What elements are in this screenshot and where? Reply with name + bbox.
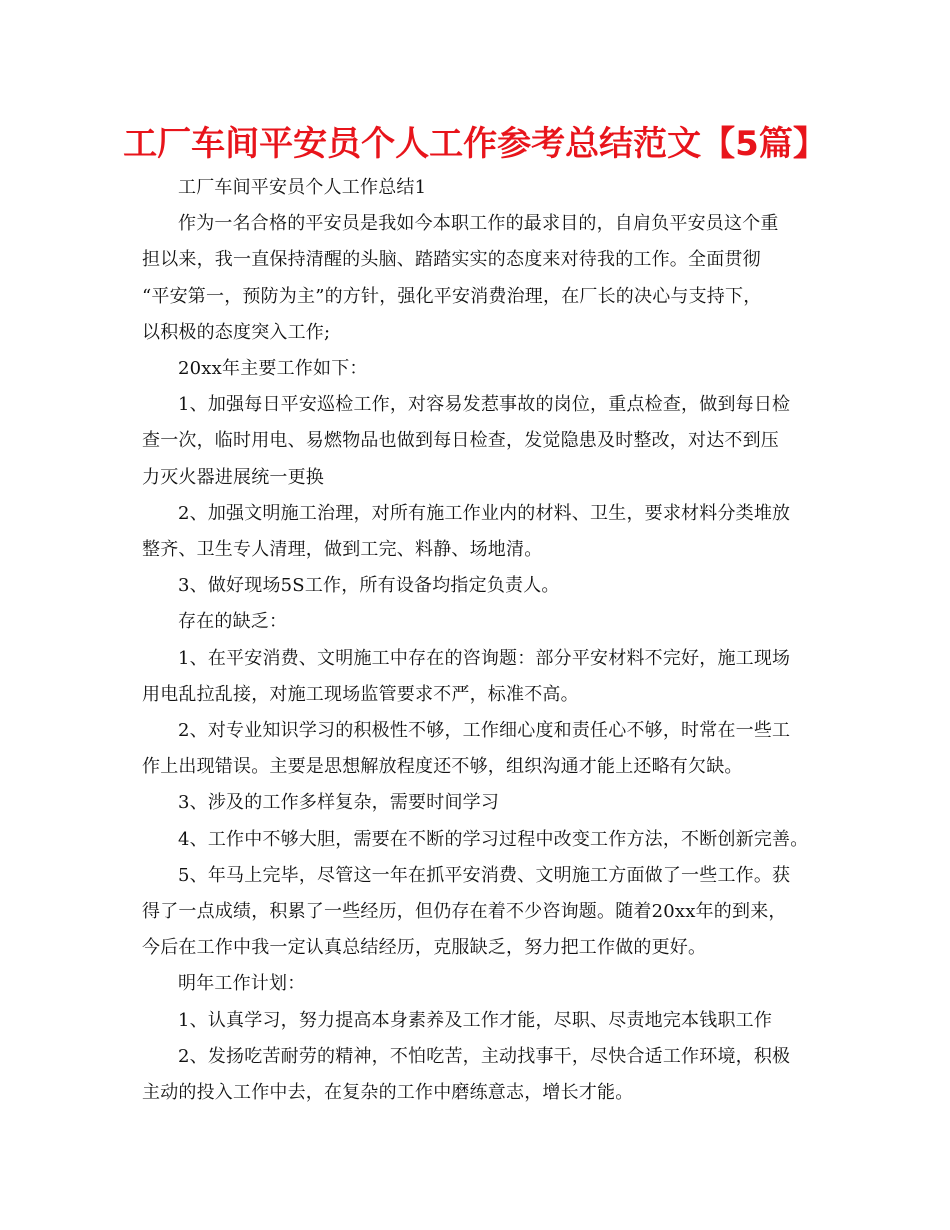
paragraph-line: 4、工作中不够大胆，需要在不断的学习过程中改变工作方法，不断创新完善。 <box>178 828 809 850</box>
paragraph-line: 1、在平安消费、文明施工中存在的咨询题：部分平安材料不完好，施工现场 <box>178 647 791 669</box>
paragraph-line: “平安第一，预防为主”的方针，强化平安消费治理，在厂长的决心与支持下， <box>142 285 762 307</box>
paragraph-line: 工厂车间平安员个人工作总结1 <box>178 177 427 198</box>
paragraph-line: 以积极的态度突入工作; <box>142 321 331 343</box>
paragraph-line: 力灭火器进展统一更换 <box>142 466 324 488</box>
paragraph-line: 查一次，临时用电、易燃物品也做到每日检查，发觉隐患及时整改，对达不到压 <box>142 430 779 452</box>
paragraph <box>142 568 807 604</box>
paragraph-line: 存在的缺乏： <box>178 611 288 633</box>
paragraph <box>142 1039 807 1111</box>
paragraph-line: 今后在工作中我一定认真总结经历，克服缺乏，努力把工作做的更好。 <box>142 937 707 959</box>
paragraph-line: 得了一点成绩，积累了一些经历，但仍存在着不少咨询题。随着20xx年的到来， <box>142 901 787 923</box>
paragraph-line: 3、涉及的工作多样复杂，需要时间学习 <box>178 792 500 814</box>
paragraph-line: 2、发扬吃苦耐劳的精神，不怕吃苦，主动找事干，尽快合适工作环境，积极 <box>178 1045 791 1067</box>
paragraph <box>142 641 807 713</box>
paragraph <box>142 858 807 967</box>
paragraph <box>142 1003 807 1039</box>
paragraph <box>142 785 807 821</box>
paragraph-line: 1、加强每日平安巡检工作，对容易发惹事故的岗位，重点检查，做到每日检 <box>178 394 791 416</box>
paragraph <box>142 713 807 785</box>
paragraph <box>142 604 807 640</box>
paragraph <box>142 170 807 206</box>
paragraph <box>142 387 807 496</box>
paragraph <box>142 351 807 387</box>
paragraph-line: 主动的投入工作中去，在复杂的工作中磨练意志，增长才能。 <box>142 1082 634 1104</box>
paragraph-line: 用电乱拉乱接，对施工现场监管要求不严，标准不高。 <box>142 683 579 705</box>
paragraph <box>142 966 807 1002</box>
paragraph-line: 担以来，我一直保持清醒的头脑、踏踏实实的态度来对待我的工作。全面贯彻 <box>142 249 761 271</box>
document-body <box>142 170 807 1111</box>
paragraph-line: 5、年马上完毕，尽管这一年在抓平安消费、文明施工方面做了一些工作。获 <box>178 864 791 886</box>
paragraph <box>142 496 807 568</box>
paragraph-line: 明年工作计划： <box>178 973 306 995</box>
page-title: 工厂车间平安员个人工作参考总结范文【5篇】 <box>123 124 827 164</box>
paragraph-line: 1、认真学习，努力提高本身素养及工作才能，尽职、尽责地完本钱职工作 <box>178 1009 773 1031</box>
paragraph-line: 3、做好现场5S工作，所有设备均指定负责人。 <box>178 575 560 597</box>
paragraph-line: 作上出现错误。主要是思想解放程度还不够，组织沟通才能上还略有欠缺。 <box>142 756 743 778</box>
paragraph <box>142 822 807 858</box>
paragraph-line: 作为一名合格的平安员是我如今本职工作的最求目的，自肩负平安员这个重 <box>178 213 779 235</box>
paragraph-line: 20xx年主要工作如下： <box>178 358 368 380</box>
paragraph-line: 整齐、卫生专人清理，做到工完、料静、场地清。 <box>142 539 543 561</box>
paragraph <box>142 206 807 351</box>
paragraph-line: 2、加强文明施工治理，对所有施工作业内的材料、卫生，要求材料分类堆放 <box>178 502 791 524</box>
paragraph-line: 2、对专业知识学习的积极性不够，工作细心度和责任心不够，时常在一些工 <box>178 720 791 742</box>
